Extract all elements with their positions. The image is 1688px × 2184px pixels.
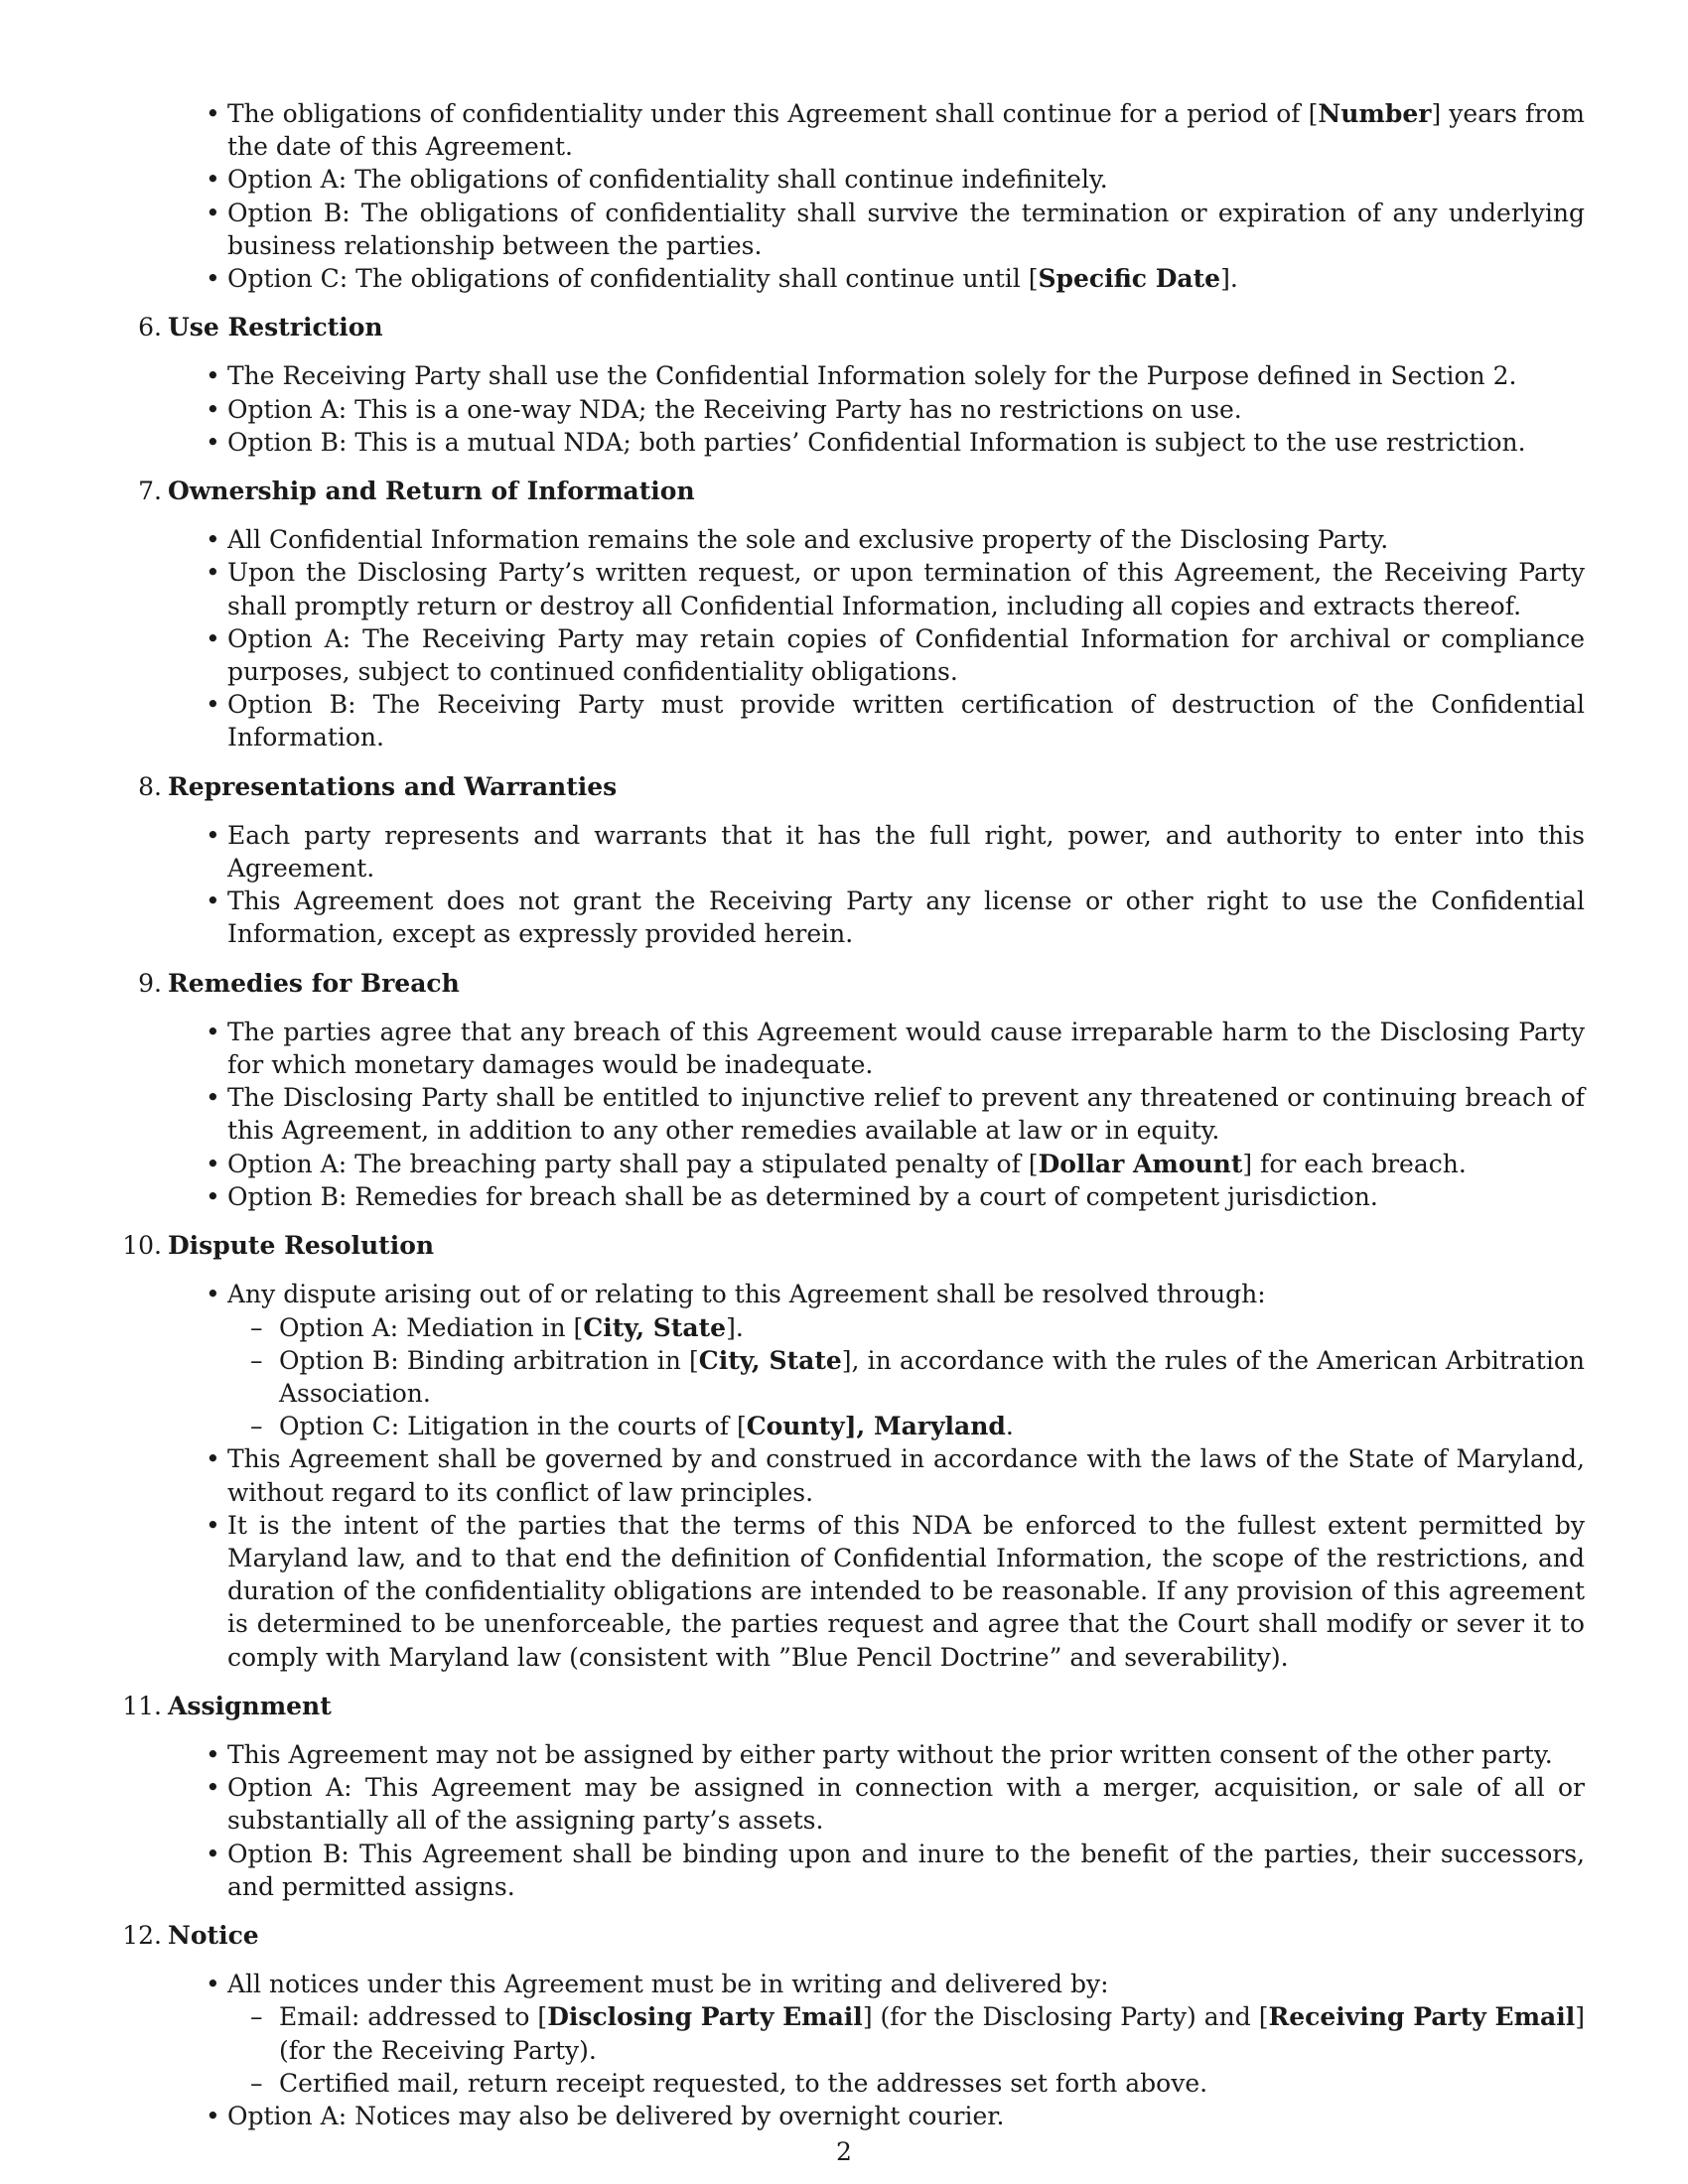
section-number: 10. (122, 1231, 162, 1261)
section-ownership-return (121, 475, 1585, 754)
list-item: • Option A: The breaching party shall pay a stipulated penalty of [Dollar Amount] for each breach. (121, 1148, 1585, 1180)
section-heading (121, 967, 1585, 1000)
sub-list-item: – Email: addressed to [Disclosing Party Email] (for the Disclosing Party) and [Receiving Party Email] (for the Receiving Party). (121, 2000, 1585, 2066)
section-heading (121, 1690, 1585, 1722)
list-item: • The Receiving Party shall use the Confidential Information solely for the Purpose defined in Section 2. (121, 359, 1585, 392)
section-number: 9. (138, 968, 162, 998)
list-item: • Option B: The Receiving Party must provide written certification of destruction of the Confidential Information. (121, 688, 1585, 753)
section-bullet-list (121, 523, 1585, 753)
list-item: • Option A: The Receiving Party may retain copies of Confidential Information for archival or compliance purposes, subject to continued confidentiality obligations. (121, 622, 1585, 688)
list-item: • Option A: Notices may also be delivered by overnight courier. (121, 2100, 1585, 2132)
list-item: • Option B: Remedies for breach shall be as determined by a court of competent jurisdiction. (121, 1180, 1585, 1213)
section-title: Notice (168, 1920, 259, 1950)
section-heading (121, 1919, 1585, 1952)
section-bullet-list (121, 1278, 1585, 1673)
sub-list-item: – Option C: Litigation in the courts of [County], Maryland. (121, 1410, 1585, 1442)
list-item: • All notices under this Agreement must be in writing and delivered by: – Email: addressed to [Disclosing Party Email] (for the Disclosing Party) and [Receiving Party Email] (for the Receiving Party). – Certified mail, return receipt requested, to the addresses set forth above. (121, 1968, 1585, 2100)
section-number: 12. (122, 1920, 162, 1950)
section-dispute-resolution (121, 1229, 1585, 1674)
section-number: 6. (138, 313, 162, 342)
list-item: • Each party represents and warrants that it has the full right, power, and authority to enter into this Agreement. (121, 819, 1585, 885)
section-title: Remedies for Breach (168, 968, 460, 998)
list-item: • Upon the Disclosing Party’s written request, or upon termination of this Agreement, the Receiving Party shall promptly return or destroy all Confidential Information, including all copies and extracts thereof. (121, 556, 1585, 621)
list-item: • The parties agree that any breach of this Agreement would cause irreparable harm to the Disclosing Party for which monetary damages would be inadequate. (121, 1016, 1585, 1081)
section-title: Representations and Warranties (168, 771, 618, 801)
list-item: • Option B: This is a mutual NDA; both parties’ Confidential Information is subject to the use restriction. (121, 426, 1585, 459)
sub-bullet-list (121, 2000, 1585, 2100)
section-heading (121, 311, 1585, 343)
section-bullet-list (121, 1968, 1585, 2132)
section-representations-warranties (121, 770, 1585, 951)
section-bullet-list (121, 1016, 1585, 1213)
section-number: 11. (122, 1691, 162, 1720)
list-item: • Option B: This Agreement shall be binding upon and inure to the benefit of the parties, their successors, and permitted assigns. (121, 1838, 1585, 1903)
section-title: Dispute Resolution (168, 1231, 435, 1261)
document-body (121, 97, 1585, 2132)
section-bullet-list (121, 1738, 1585, 1903)
section-notice (121, 1919, 1585, 2132)
list-item: • Option A: This Agreement may be assigned in connection with a merger, acquisition, or sale of all or substantially all of the assigning party’s assets. (121, 1771, 1585, 1837)
term-bullet-list (121, 97, 1585, 295)
list-item: • The obligations of confidentiality under this Agreement shall continue for a period of [Number] years from the date of this Agreement. (121, 97, 1585, 163)
list-item: • It is the intent of the parties that the terms of this NDA be enforced to the fullest extent permitted by Maryland law, and to that end the definition of Confidential Information, the scope of the restrictions, and duration of the confidentiality obligations are intended to be reasonable. If any provision of this agreement is determined to be unenforceable, the parties request and agree that the Court shall modify or sever it to comply with Maryland law (consistent with ”Blue Pencil Doctrine” and severability). (121, 1509, 1585, 1674)
section-heading (121, 770, 1585, 803)
list-item: • Any dispute arising out of or relating to this Agreement shall be resolved through: – Option A: Mediation in [City, State]. – Option B: Binding arbitration in [City, State], in accordance with the rules of the American Arbitration Association. – Option C: Litigation in the courts of [County], Maryland. (121, 1278, 1585, 1442)
list-item: • Option A: The obligations of confidentiality shall continue indefinitely. (121, 163, 1585, 196)
section-use-restriction (121, 311, 1585, 459)
section-remedies-breach (121, 967, 1585, 1213)
section-heading (121, 1229, 1585, 1262)
page-number: 2 (836, 2137, 852, 2166)
section-title: Use Restriction (168, 313, 383, 342)
list-item: • This Agreement may not be assigned by either party without the prior written consent of the other party. (121, 1738, 1585, 1771)
section-heading (121, 475, 1585, 507)
list-item: • Option A: This is a one-way NDA; the Receiving Party has no restrictions on use. (121, 393, 1585, 426)
section-title: Assignment (168, 1691, 332, 1720)
section-title: Ownership and Return of Information (168, 477, 695, 506)
section-assignment (121, 1690, 1585, 1903)
section-bullet-list (121, 359, 1585, 459)
list-item: • Option B: The obligations of confidentiality shall survive the termination or expiration of any underlying business relationship between the parties. (121, 197, 1585, 262)
sub-bullet-list (121, 1311, 1585, 1443)
section-bullet-list (121, 819, 1585, 951)
list-item: • The Disclosing Party shall be entitled to injunctive relief to prevent any threatened or continuing breach of this Agreement, in addition to any other remedies available at law or in equity. (121, 1081, 1585, 1147)
sub-list-item: – Certified mail, return receipt requested, to the addresses set forth above. (121, 2067, 1585, 2100)
section-number: 8. (138, 771, 162, 801)
section-number: 7. (138, 477, 162, 506)
sub-list-item: – Option A: Mediation in [City, State]. (121, 1311, 1585, 1344)
list-item: • This Agreement does not grant the Receiving Party any license or other right to use the Confidential Information, except as expressly provided herein. (121, 885, 1585, 950)
list-item: • This Agreement shall be governed by and construed in accordance with the laws of the State of Maryland, without regard to its conflict of law principles. (121, 1442, 1585, 1508)
sub-list-item: – Option B: Binding arbitration in [City, State], in accordance with the rules of the American Arbitration Association. (121, 1344, 1585, 1410)
list-item: • All Confidential Information remains the sole and exclusive property of the Disclosing Party. (121, 523, 1585, 556)
list-item: • Option C: The obligations of confidentiality shall continue until [Specific Date]. (121, 262, 1585, 295)
